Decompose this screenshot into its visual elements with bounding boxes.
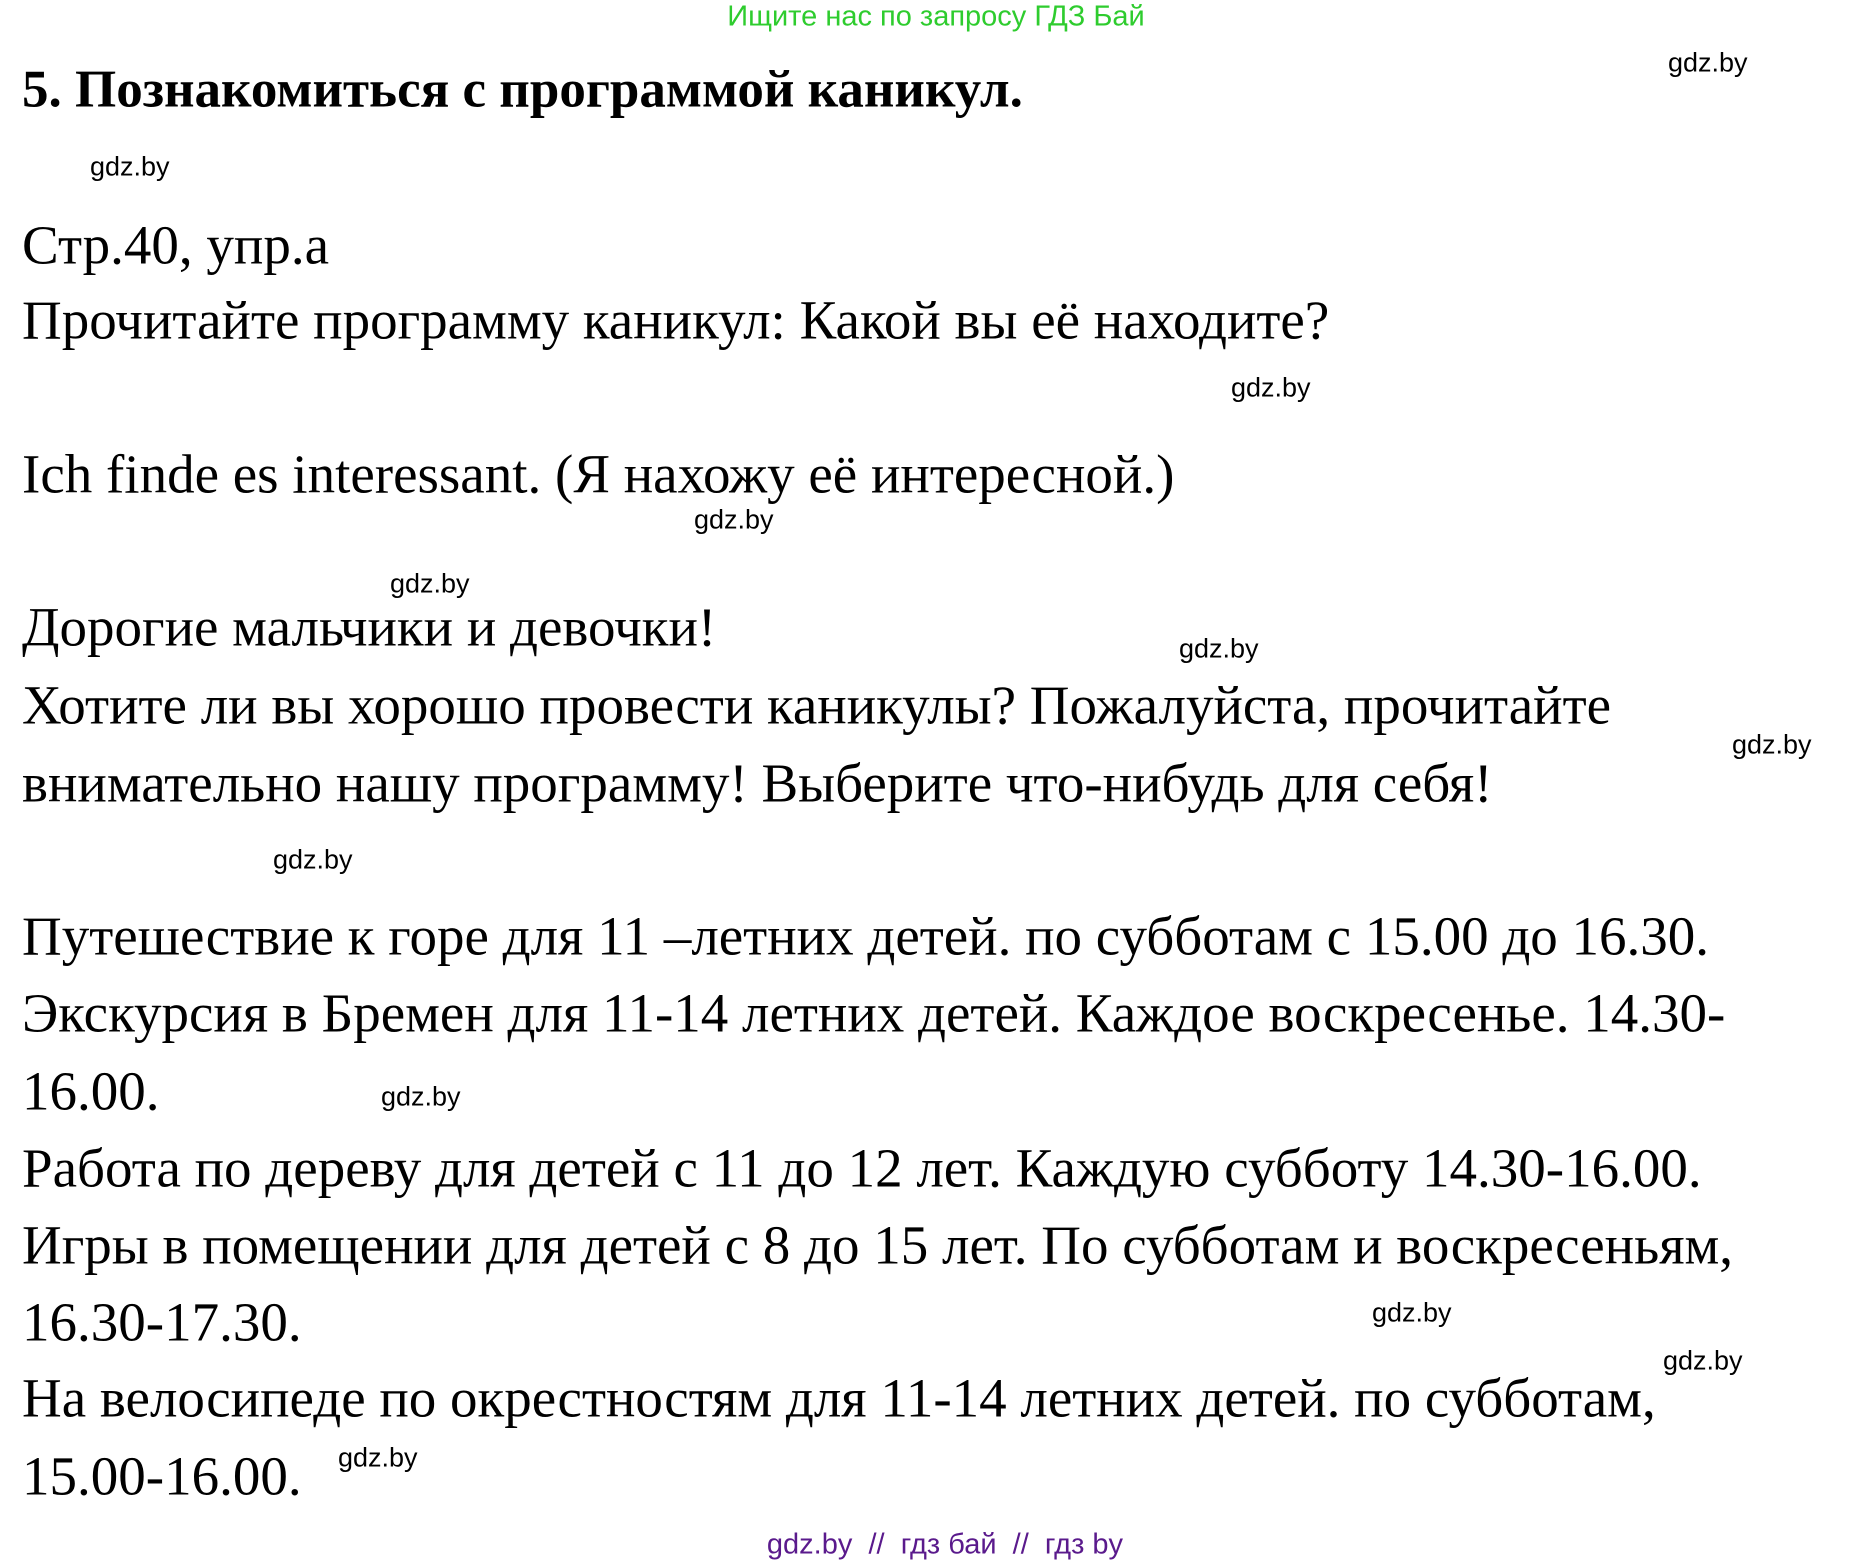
watermark: gdz.by bbox=[273, 844, 353, 875]
intro-line: Хотите ли вы хорошо провести каникулы? Пожалуйста, прочитайте bbox=[22, 674, 1612, 736]
watermark: gdz.by bbox=[1231, 372, 1311, 403]
exercise-title: 5. Познакомиться с программой каникул. bbox=[22, 60, 1023, 119]
watermark: gdz.by bbox=[390, 568, 470, 599]
program-line: 16.00. bbox=[22, 1060, 160, 1122]
page-reference: Стр.40, упр.а bbox=[22, 214, 330, 276]
program-line: Экскурсия в Бремен для 11-14 летних детей. Каждое воскресенье. 14.30- bbox=[22, 982, 1726, 1044]
promo-banner[interactable]: Ищите нас по запросу ГДЗ Бай bbox=[727, 0, 1145, 33]
watermark: gdz.by bbox=[1663, 1345, 1743, 1376]
watermark: gdz.by bbox=[694, 504, 774, 535]
answer: Ich finde es interessant. (Я нахожу её интересной.) bbox=[22, 443, 1175, 505]
program-line: Игры в помещении для детей с 8 до 15 лет. По субботам и воскресеньям, bbox=[22, 1214, 1734, 1276]
intro-line: внимательно нашу программу! Выберите что-нибудь для себя! bbox=[22, 752, 1493, 814]
watermark: gdz.by bbox=[1732, 729, 1812, 760]
greeting: Дорогие мальчики и девочки! bbox=[22, 596, 717, 658]
watermark: gdz.by bbox=[381, 1081, 461, 1112]
watermark: gdz.by bbox=[1668, 47, 1748, 78]
question: Прочитайте программу каникул: Какой вы её находите? bbox=[22, 289, 1330, 351]
watermark: gdz.by bbox=[338, 1442, 418, 1473]
watermark: gdz.by bbox=[1179, 633, 1259, 664]
program-line: 15.00-16.00. bbox=[22, 1445, 302, 1507]
program-line: Путешествие к горе для 11 –летних детей. по субботам с 15.00 до 16.30. bbox=[22, 905, 1710, 967]
program-line: Работа по дереву для детей с 11 до 12 лет. Каждую субботу 14.30-16.00. bbox=[22, 1137, 1702, 1199]
footer-links[interactable]: gdz.by // гдз бай // гдз by bbox=[766, 1528, 1124, 1561]
program-line: На велосипеде по окрестностям для 11-14 летних детей. по субботам, bbox=[22, 1367, 1656, 1429]
watermark: gdz.by bbox=[1372, 1297, 1452, 1328]
program-line: 16.30-17.30. bbox=[22, 1291, 302, 1353]
watermark: gdz.by bbox=[90, 151, 170, 182]
